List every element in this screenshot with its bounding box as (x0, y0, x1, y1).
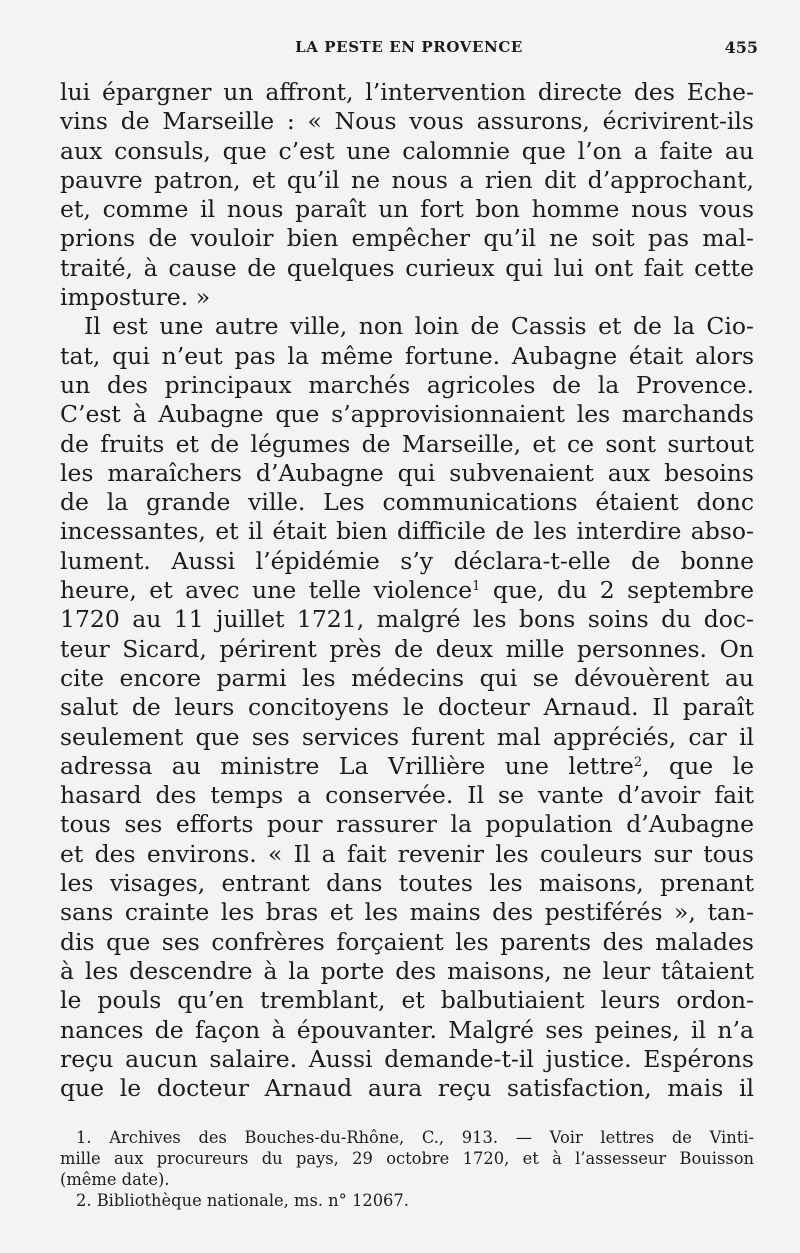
footnote-2: 2. Bibliothèque nationale, ms. n° 12067. (76, 1191, 409, 1210)
footnote-1-continued: (même date). (60, 1170, 170, 1189)
text-line: traité, à cause de quelques curieux qui lui ont fait cette (60, 253, 754, 282)
running-title: LA PESTE EN PROVENCE (295, 38, 523, 56)
page-number: 455 (724, 38, 758, 57)
text-line: reçu aucun salaire. Aussi demande-t-il justice. Espérons (60, 1044, 754, 1073)
text-line: teur Sicard, périrent près de deux mille personnes. On (60, 634, 754, 663)
text-line: un des principaux marchés agricoles de la Provence. (60, 370, 754, 399)
footnote-ref-2[interactable]: 2 (633, 754, 643, 770)
text-line: sans crainte les bras et les mains des pestiférés », tan- (60, 898, 754, 927)
text-line: prions de vouloir bien empêcher qu’il ne soit pas mal- (60, 224, 754, 253)
text-line: que le docteur Arnaud aura reçu satisfaction, mais il (60, 1074, 754, 1103)
text-segment: heure, et avec une telle violence (60, 576, 473, 605)
text-line: et, comme il nous paraît un fort bon homme nous vous (60, 195, 754, 224)
text-line (60, 576, 754, 605)
page-header (60, 38, 758, 62)
text-line: tous ses efforts pour rassurer la population d’Aubagne (60, 810, 754, 839)
text-line: de fruits et de légumes de Marseille, et ce sont surtout (60, 429, 754, 458)
text-line: imposture. » (60, 283, 211, 312)
text-line: dis que ses confrères forçaient les parents des malades (60, 927, 754, 956)
text-line: salut de leurs concitoyens le docteur Arnaud. Il paraît (60, 693, 754, 722)
text-line: les visages, entrant dans toutes les maisons, prenant (60, 869, 754, 898)
text-line: de la grande ville. Les communications étaient donc (60, 488, 754, 517)
text-segment: que, du 2 septembre (480, 576, 754, 605)
text-line: vins de Marseille : « Nous vous assurons, écrivirent-ils (60, 107, 754, 136)
text-line: lui épargner un affront, l’intervention directe des Eche- (60, 78, 754, 106)
text-line: les maraîchers d’Aubagne qui subvenaient aux besoins (60, 458, 754, 487)
footnotes (60, 1127, 754, 1211)
text-line: tat, qui n’eut pas la même fortune. Aubagne était alors (60, 341, 754, 370)
text-line: C’est à Aubagne que s’approvisionnaient les marchands (60, 400, 754, 429)
text-line: lument. Aussi l’épidémie s’y déclara-t-elle de bonne (60, 546, 754, 575)
text-line: le pouls qu’en tremblant, et balbutiaient leurs ordon- (60, 986, 754, 1015)
text-line: incessantes, et il était bien difficile de les interdire abso- (60, 517, 754, 546)
text-line: 1720 au 11 juillet 1721, malgré les bons soins du doc- (60, 605, 754, 634)
text-line: Il est une autre ville, non loin de Cassis et de la Cio- (84, 312, 754, 341)
text-segment: , que le (642, 751, 754, 780)
text-line: nances de façon à épouvanter. Malgré ses peines, il n’a (60, 1015, 754, 1044)
text-line (60, 752, 754, 781)
text-line: pauvre patron, et qu’il ne nous a rien dit d’approchant, (60, 165, 754, 194)
text-line: cite encore parmi les médecins qui se dévouèrent au (60, 663, 754, 692)
text-segment: adressa au ministre La Vrillière une lettre (60, 751, 634, 780)
footnote-ref-1[interactable]: 1 (472, 579, 481, 595)
text-line: et des environs. « Il a fait revenir les couleurs sur tous (60, 839, 754, 868)
text-line: hasard des temps a conservée. Il se vante d’avoir fait (60, 781, 754, 810)
body-text (60, 78, 754, 1103)
text-line: aux consuls, que c’est une calomnie que l’on a faite au (60, 136, 754, 165)
footnote-1-continued: mille aux procureurs du pays, 29 octobre 1720, et à l’assesseur Bouisson (60, 1149, 754, 1168)
text-line: à les descendre à la porte des maisons, ne leur tâtaient (60, 956, 754, 985)
footnote-1: 1. Archives des Bouches-du-Rhône, C., 913. — Voir lettres de Vinti- (76, 1128, 754, 1147)
text-line: seulement que ses services furent mal appréciés, car il (60, 722, 754, 751)
